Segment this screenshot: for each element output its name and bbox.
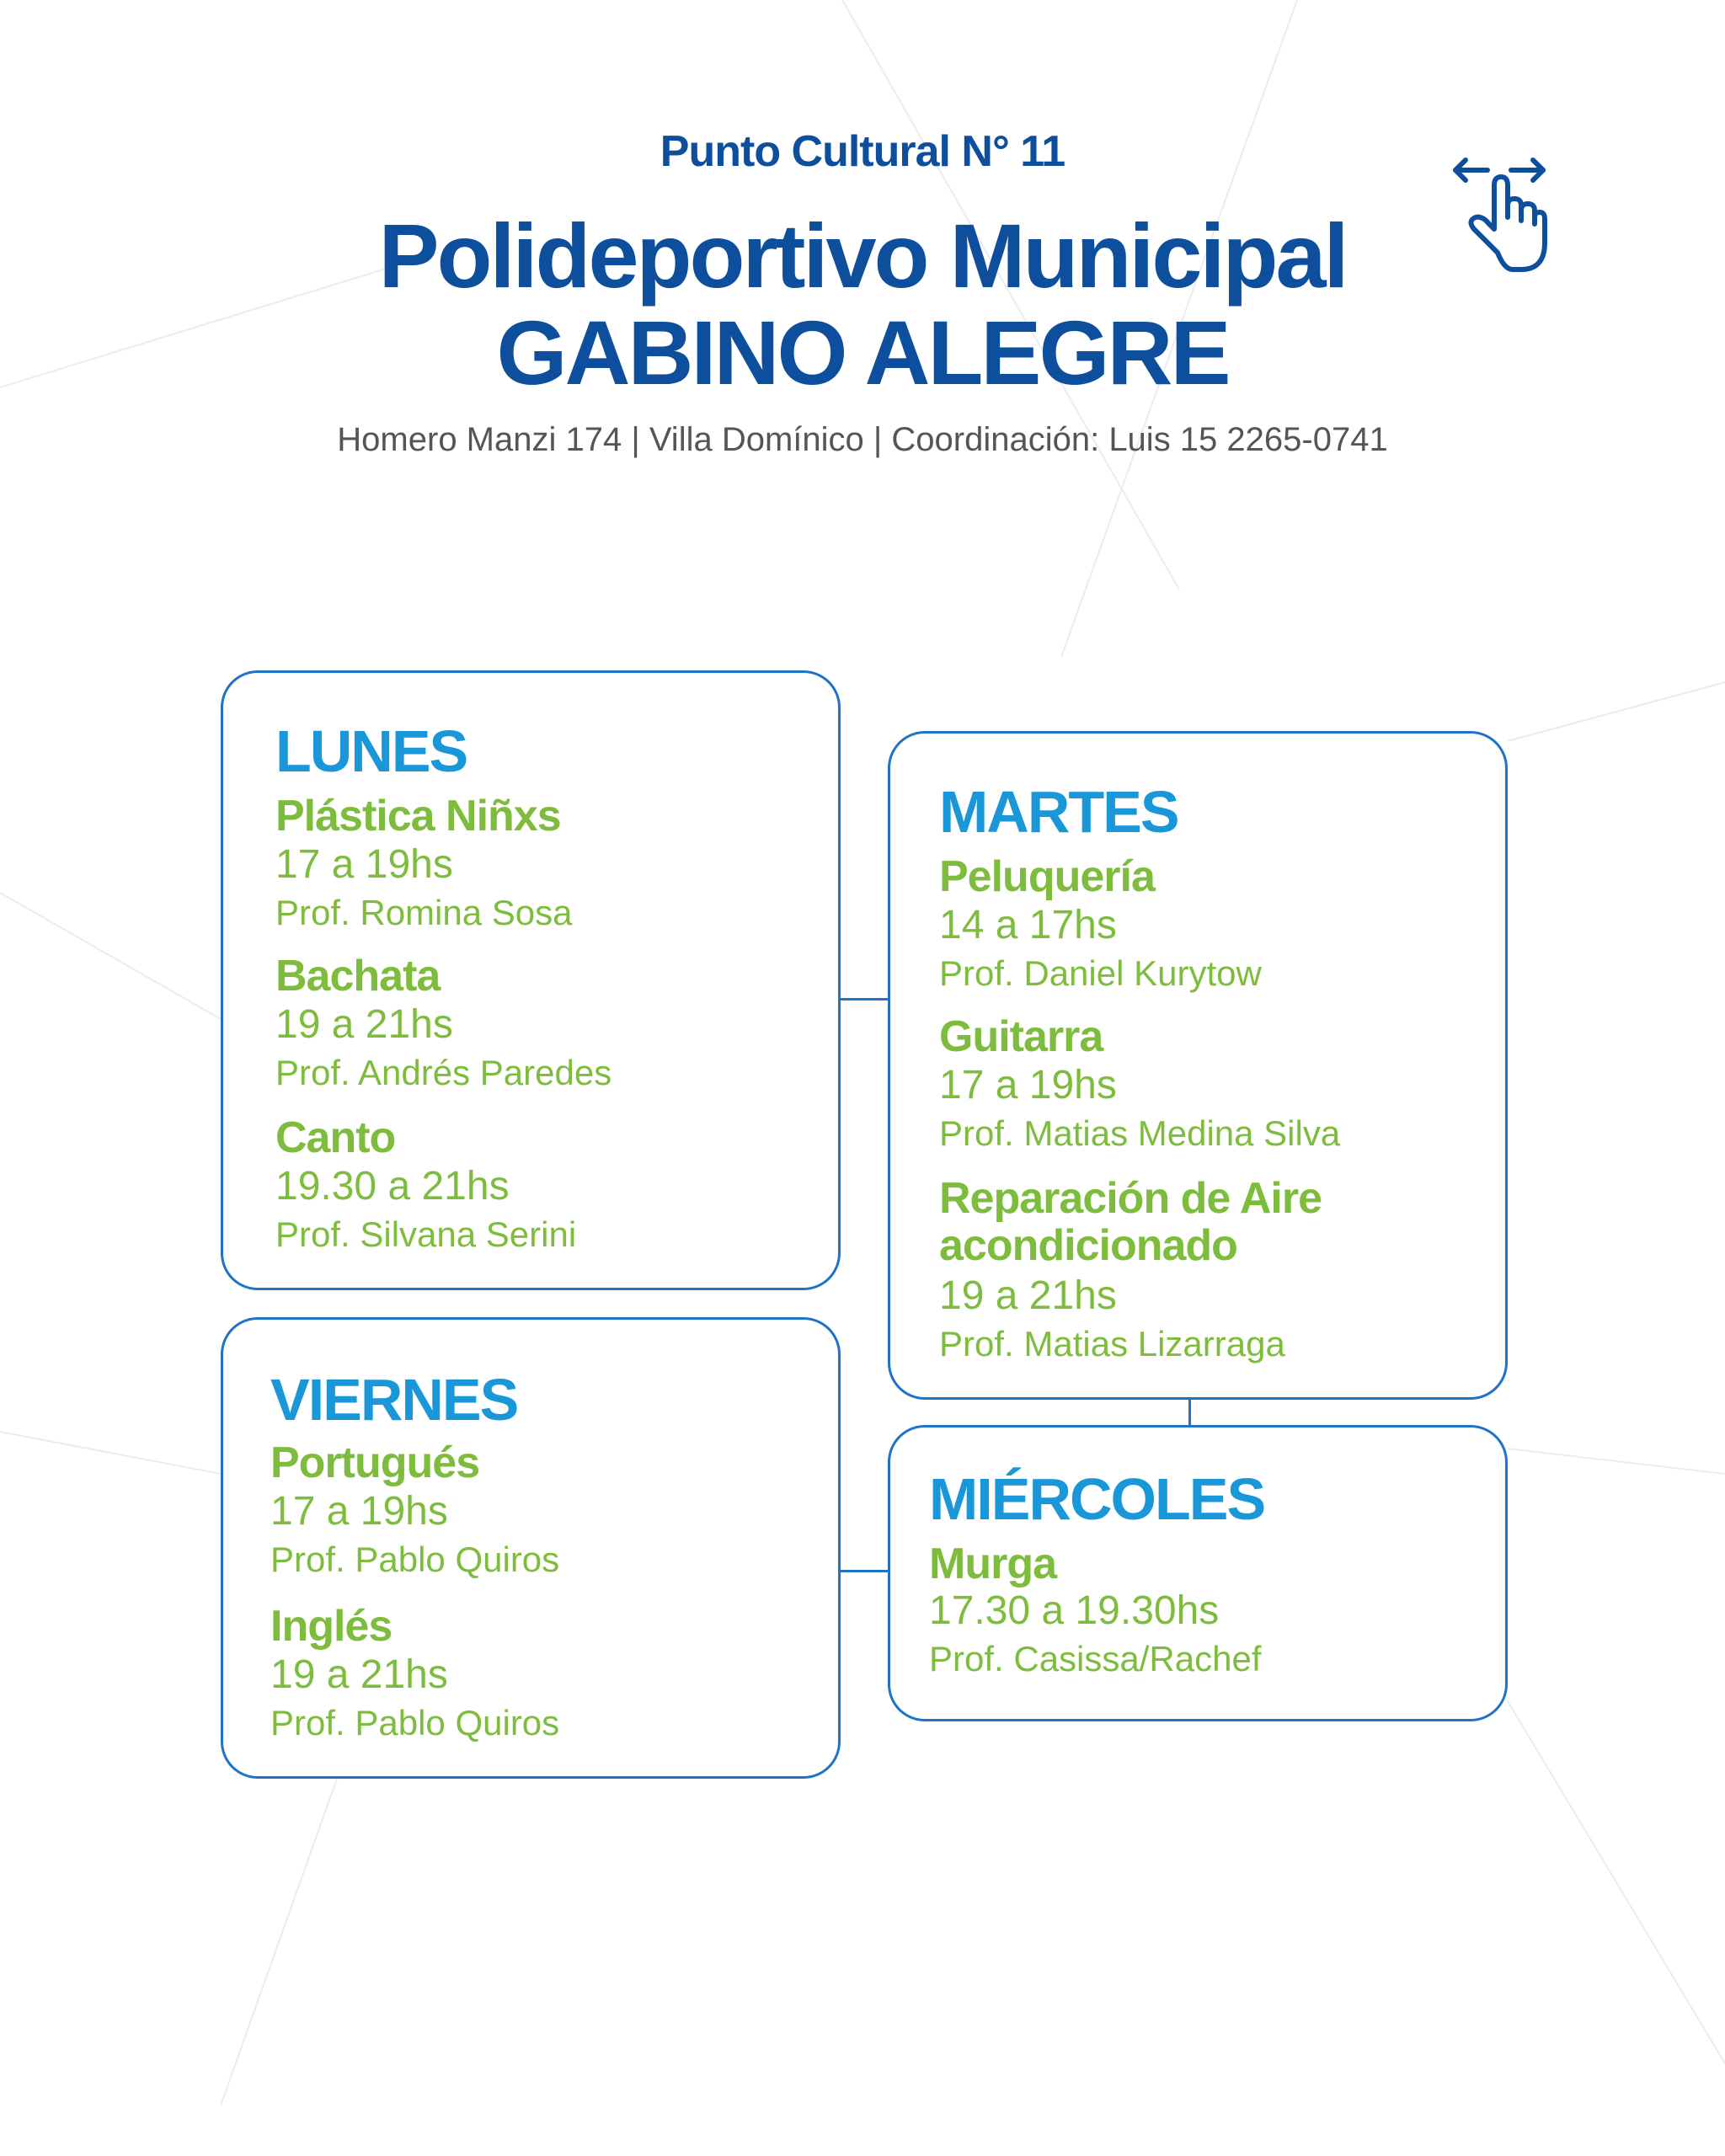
activity-name: Portugués xyxy=(270,1438,480,1487)
activity-professor: Prof. Pablo Quiros xyxy=(270,1703,560,1742)
activity-professor: Prof. Daniel Kurytow xyxy=(939,953,1262,993)
day-card-miercoles xyxy=(888,1425,1508,1721)
activity-name: Inglés xyxy=(270,1602,393,1651)
activity-name: Bachata xyxy=(275,952,441,1001)
connector-lunes-martes xyxy=(841,998,888,1001)
activity-professor: Prof. Matias Lizarraga xyxy=(939,1324,1285,1364)
activity-time: 19 a 21hs xyxy=(275,1002,453,1047)
connector-martes-miercoles xyxy=(1188,1400,1191,1425)
activity-time: 19 a 21hs xyxy=(270,1652,448,1697)
day-heading: LUNES xyxy=(275,718,467,784)
day-card-martes xyxy=(888,731,1508,1400)
activity-time: 19 a 21hs xyxy=(939,1273,1117,1318)
day-heading: MIÉRCOLES xyxy=(929,1466,1265,1532)
day-heading: VIERNES xyxy=(270,1367,518,1433)
activity-professor: Prof. Andrés Paredes xyxy=(275,1053,612,1092)
activity-time: 14 a 17hs xyxy=(939,903,1117,947)
activity-professor: Prof. Silvana Serini xyxy=(275,1214,577,1254)
page-title-line2: GABINO ALEGRE xyxy=(496,302,1229,403)
activity-name: Peluquería xyxy=(939,852,1155,901)
activity-professor: Prof. Casissa/Rachef xyxy=(929,1639,1262,1678)
subtitle: Punto Cultural N° 11 xyxy=(660,127,1065,176)
activity-professor: Prof. Matias Medina Silva xyxy=(939,1113,1341,1153)
day-card-viernes xyxy=(221,1317,841,1779)
connector-viernes-miercoles xyxy=(841,1570,888,1572)
activity-professor: Prof. Romina Sosa xyxy=(275,893,573,932)
day-heading: MARTES xyxy=(939,779,1178,845)
activity-name-line1: Reparación de Aire xyxy=(939,1174,1322,1223)
activity-name: Canto xyxy=(275,1113,396,1162)
page-title-line1: Polideportivo Municipal xyxy=(378,205,1347,307)
day-card-lunes xyxy=(221,670,841,1290)
activity-name-line2: acondicionado xyxy=(939,1221,1237,1270)
swipe-hand-icon xyxy=(1449,152,1550,278)
activity-time: 17 a 19hs xyxy=(275,842,453,887)
activity-name: Guitarra xyxy=(939,1012,1103,1061)
activity-name: Murga xyxy=(929,1540,1056,1588)
activity-name: Plástica Niñxs xyxy=(275,792,561,841)
activity-time: 19.30 a 21hs xyxy=(275,1164,510,1209)
activity-time: 17 a 19hs xyxy=(939,1063,1117,1107)
activity-time: 17.30 a 19.30hs xyxy=(929,1588,1220,1633)
address-line: Homero Manzi 174 | Villa Domínico | Coordinación: Luis 15 2265-0741 xyxy=(337,421,1388,458)
activity-professor: Prof. Pablo Quiros xyxy=(270,1540,560,1579)
activity-time: 17 a 19hs xyxy=(270,1489,448,1534)
